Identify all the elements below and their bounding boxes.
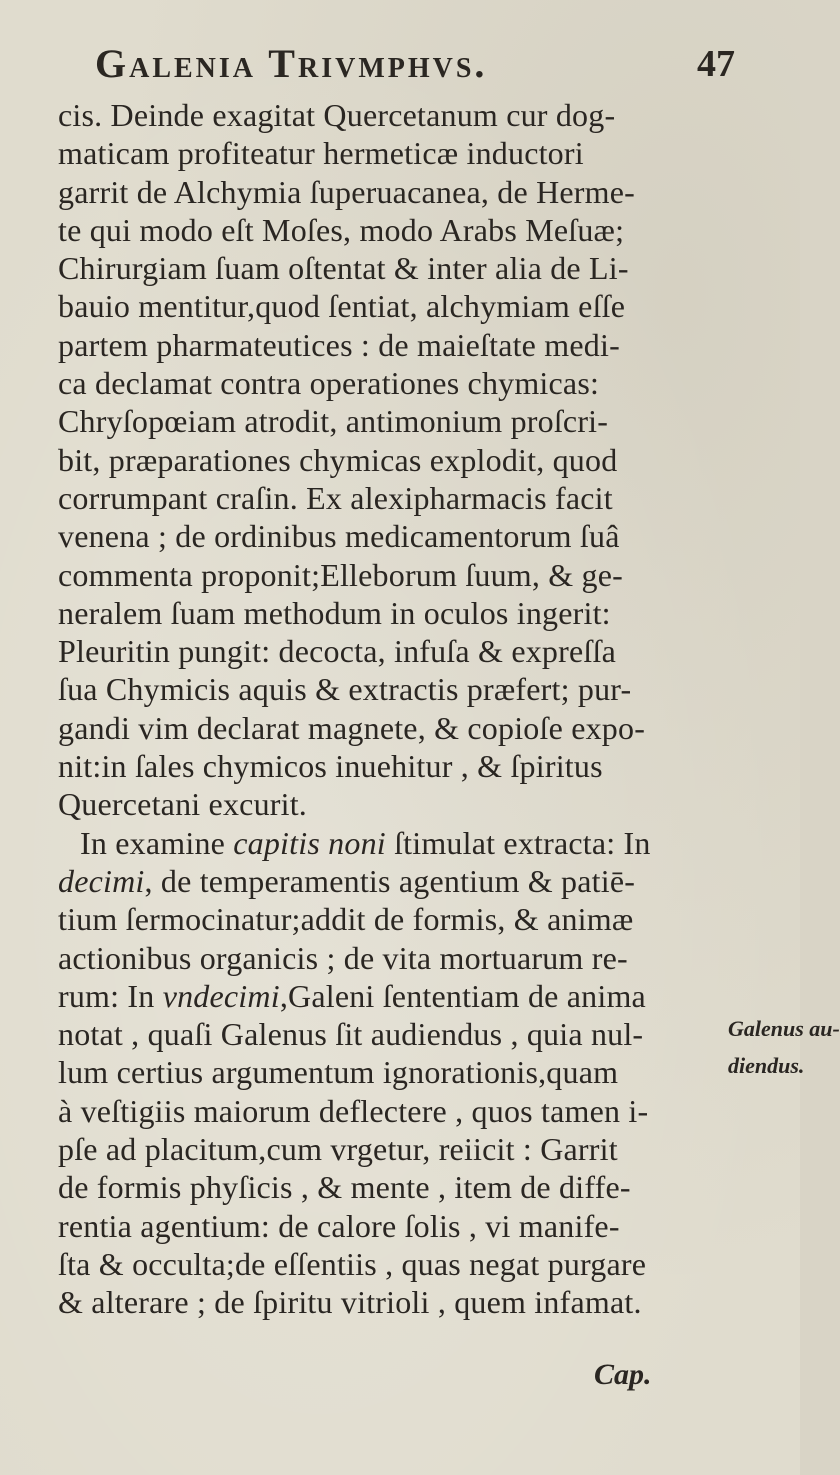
text-line: tium ſermocinatur;addit de formis, & animæ [58,901,634,938]
text-line: maticam profiteatur hermeticæ inductori [58,135,584,172]
text-line: ſua Chymicis aquis & extractis præfert; pur- [58,671,632,708]
text-line: garrit de Alchymia ſuperuacanea, de Herme- [58,173,636,210]
italic-run: vndecimi [162,977,280,1014]
page-header [95,40,735,96]
text-line: actionibus organicis ; de vita mortuarum re- [58,939,628,976]
text-line: partem pharmateutices : de maieſtate medi- [58,326,620,363]
text-line [58,977,738,1015]
text-line: Chryſopœiam atrodit, antimonium proſcri- [58,403,609,440]
text-run: rum: In [58,977,163,1014]
italic-run: decimi [58,862,145,899]
text-line [58,862,738,900]
text-line: corrumpant craſin. Ex alexipharmacis facit [58,479,613,516]
margin-note [728,1010,840,1084]
text-line: Chirurgiam ſuam oſtentat & inter alia de Li- [58,250,629,287]
margin-note-line: diendus. [728,1053,805,1078]
text-line: & alterare ; de ſpiritu vitrioli , quem infamat. [58,1284,642,1321]
running-head: Galenia Trivmphvs. [95,41,488,86]
text-line: commenta proponit;Elleborum ſuum, & ge- [58,556,624,593]
text-line: de formis phyſicis , & mente , item de diffe- [58,1169,631,1206]
text-line: pſe ad placitum,cum vrgetur, reiicit : Garrit [58,1131,618,1168]
text-line: ſta & occulta;de eſſentiis , quas negat purgare [58,1245,647,1282]
text-run: ſtimulat extracta: In [385,824,651,861]
text-line: neralem ſuam methodum in oculos ingerit: [58,594,611,631]
margin-note-line: Galenus au- [728,1016,840,1041]
text-line: bit, præparationes chymicas explodit, quod [58,441,618,478]
catchword: Cap. [594,1358,652,1391]
text-line: cis. Deinde exagitat Quercetanum cur dog- [58,97,616,133]
page-number: 47 [697,43,735,85]
text-line: rentia agentium: de calore ſolis , vi manife- [58,1207,620,1244]
text-line: à veſtigiis maiorum deflectere , quos tamen i- [58,1092,649,1129]
text-run: ,Galeni ſententiam de anima [279,977,646,1014]
text-line: te qui modo eſt Moſes, modo Arabs Meſuæ; [58,211,625,248]
italic-run: capitis noni [233,824,386,861]
text-line: gandi vim declarat magnete, & copioſe expo- [58,709,646,746]
text-line: Quercetani excurit. [58,786,308,823]
text-line: lum certius argumentum ignorationis,quam [58,1054,619,1091]
text-line: notat , quaſi Galenus ſit audiendus , quia nul- [58,1016,644,1053]
text-line: Pleuritin pungit: decocta, infuſa & expreſſa [58,633,616,670]
text-run: , de temperamentis agentium & patiē- [144,862,636,899]
text-line: ca declamat contra operationes chymicas: [58,365,600,402]
text-line: bauio mentitur,quod ſentiat, alchymiam eſſe [58,288,626,325]
text-line: venena ; de ordinibus medicamentorum ſuâ [58,518,620,555]
text-line: nit:in ſales chymicos inuehitur , & ſpiritus [58,748,603,785]
text-line [58,824,738,862]
text-run: In examine [80,824,234,861]
body-text [58,96,738,1322]
